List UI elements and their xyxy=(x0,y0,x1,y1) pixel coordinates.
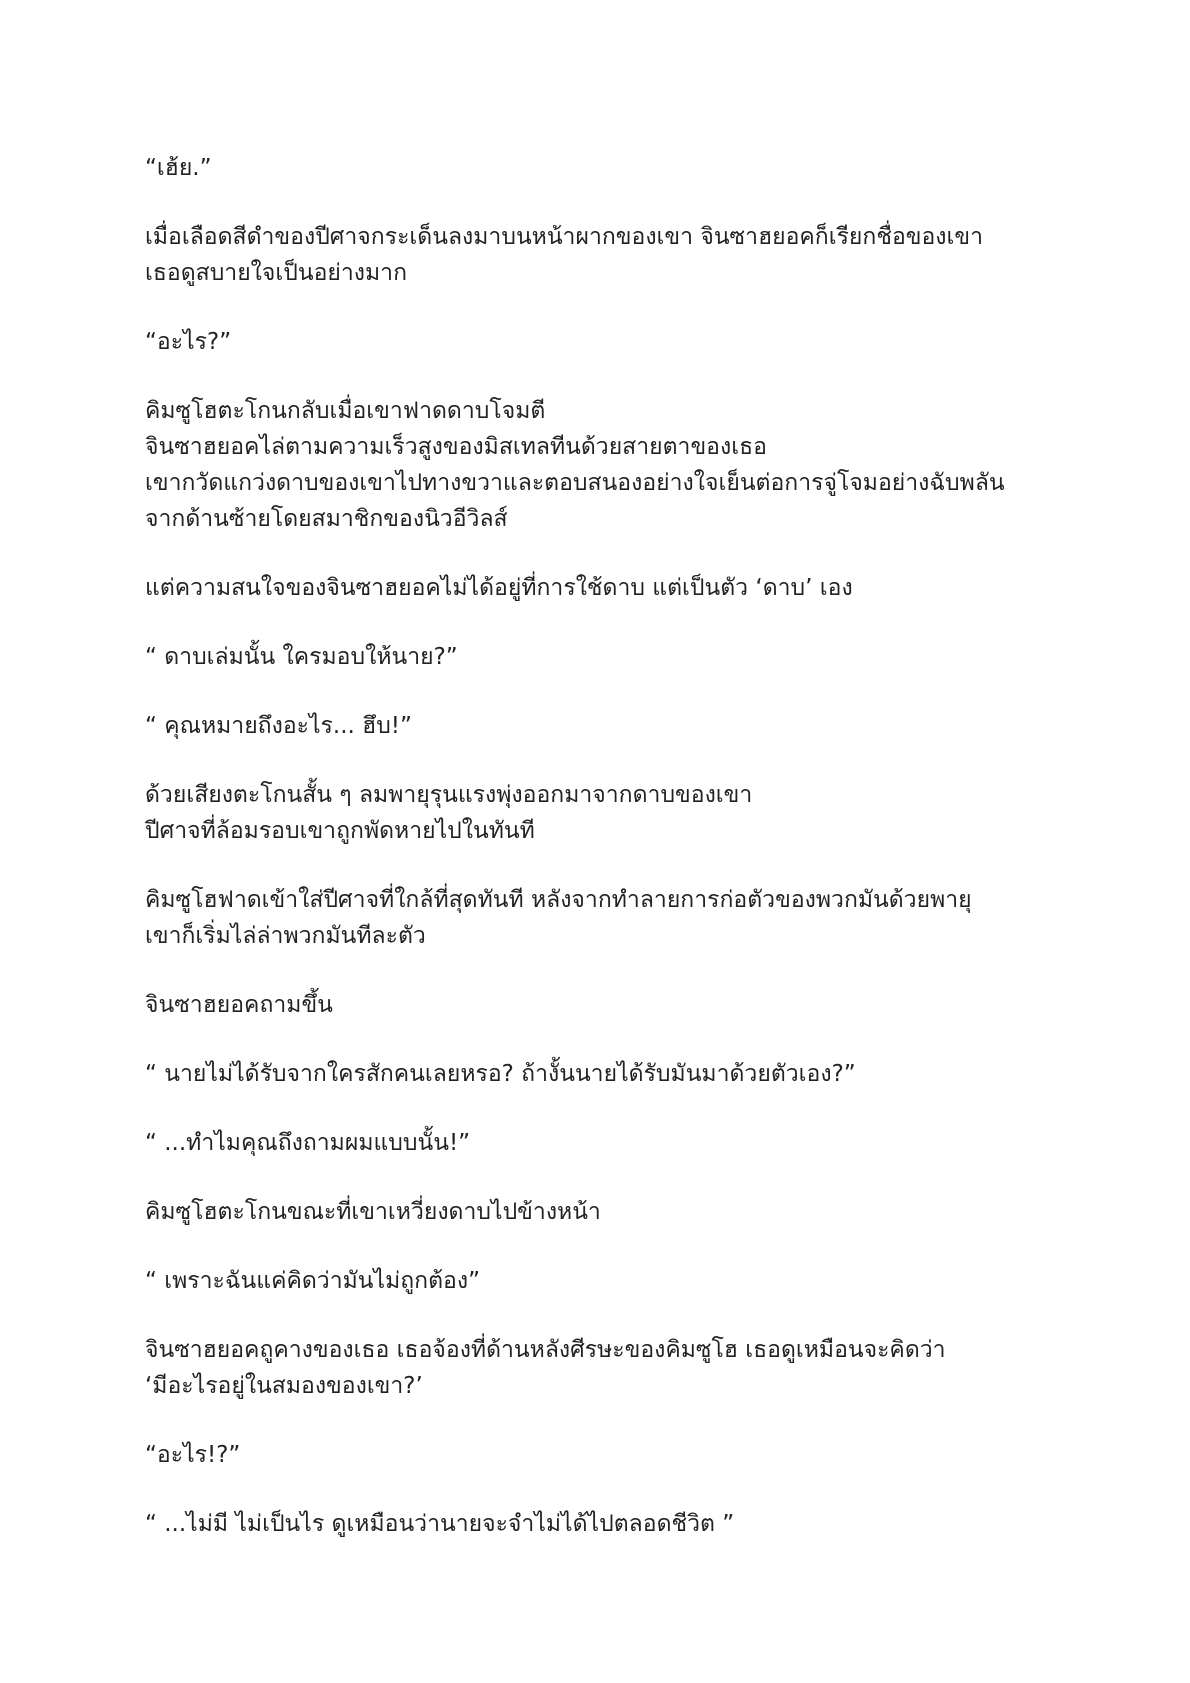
paragraph xyxy=(145,777,1065,849)
paragraph xyxy=(145,1437,1065,1473)
text-line: เธอดูสบายใจเป็นอย่างมาก xyxy=(145,260,408,286)
paragraph xyxy=(145,324,1065,360)
text-line: ‘มีอะไรอยู่ในสมองของเขา?’ xyxy=(145,1373,423,1399)
text-line: “ เพราะฉันแค่คิดว่ามันไม่ถูกต้อง” xyxy=(145,1268,480,1294)
text-line: คิมซูโฮตะโกนกลับเมื่อเขาฟาดดาบโจมตี xyxy=(145,398,546,424)
paragraph xyxy=(145,1332,1065,1404)
paragraph xyxy=(145,882,1065,954)
text-line: ปีศาจที่ล้อมรอบเขาถูกพัดหายไปในทันที xyxy=(145,818,535,844)
paragraph xyxy=(145,1506,1065,1542)
paragraph xyxy=(145,1263,1065,1299)
text-line: “ ดาบเล่มนั้น ใครมอบให้นาย?” xyxy=(145,644,458,670)
text-line: “อะไร?” xyxy=(145,329,232,355)
text-line: “ คุณหมายถึงอะไร... ฮึบ!” xyxy=(145,713,412,739)
text-line: คิมซูโฮตะโกนขณะที่เขาเหวี่ยงดาบไปข้างหน้า xyxy=(145,1199,601,1225)
text-line: “ ...ทำไมคุณถึงถามผมแบบนั้น!” xyxy=(145,1130,471,1156)
paragraph xyxy=(145,150,1065,186)
paragraph xyxy=(145,987,1065,1023)
text-line: เขากวัดแกว่งดาบของเขาไปทางขวาและตอบสนองอย่างใจเย็นต่อการจู่โจมอย่างฉับพลัน xyxy=(145,470,1005,496)
text-line: จินซาฮยอคถามขึ้น xyxy=(145,992,333,1018)
document-body xyxy=(145,150,1065,1575)
text-line: “อะไร!?” xyxy=(145,1442,241,1468)
paragraph xyxy=(145,393,1065,537)
paragraph xyxy=(145,708,1065,744)
text-line: เขาก็เริ่มไล่ล่าพวกมันทีละตัว xyxy=(145,923,426,949)
text-line: จากด้านซ้ายโดยสมาชิกของนิวอีวิลส์ xyxy=(145,506,508,532)
paragraph xyxy=(145,1056,1065,1092)
text-line: แต่ความสนใจของจินซาฮยอคไม่ได้อยู่ที่การใช้ดาบ แต่เป็นตัว ‘ดาบ’ เอง xyxy=(145,575,853,601)
paragraph xyxy=(145,570,1065,606)
paragraph xyxy=(145,219,1065,291)
text-line: คิมซูโฮฟาดเข้าใส่ปีศาจที่ใกล้ที่สุดทันที หลังจากทำลายการก่อตัวของพวกมันด้วยพายุ xyxy=(145,887,972,913)
text-line: จินซาฮยอคถูคางของเธอ เธอจ้องที่ด้านหลังศีรษะของคิมซูโฮ เธอดูเหมือนจะคิดว่า xyxy=(145,1337,946,1363)
text-line: จินซาฮยอคไล่ตามความเร็วสูงของมิสเทลทีนด้วยสายตาของเธอ xyxy=(145,434,767,460)
text-line: “ นายไม่ได้รับจากใครสักคนเลยหรอ? ถ้างั้นนายได้รับมันมาด้วยตัวเอง?” xyxy=(145,1061,856,1087)
paragraph xyxy=(145,639,1065,675)
paragraph xyxy=(145,1194,1065,1230)
text-line: “ ...ไม่มี ไม่เป็นไร ดูเหมือนว่านายจะจำไม่ได้ไปตลอดชีวิต ” xyxy=(145,1511,735,1537)
paragraph xyxy=(145,1125,1065,1161)
text-line: “เฮ้ย.” xyxy=(145,155,212,181)
text-line: เมื่อเลือดสีดำของปีศาจกระเด็นลงมาบนหน้าผากของเขา จินซาฮยอคก็เรียกชื่อของเขา xyxy=(145,224,984,250)
text-line: ด้วยเสียงตะโกนสั้น ๆ ลมพายุรุนแรงพุ่งออกมาจากดาบของเขา xyxy=(145,782,753,808)
